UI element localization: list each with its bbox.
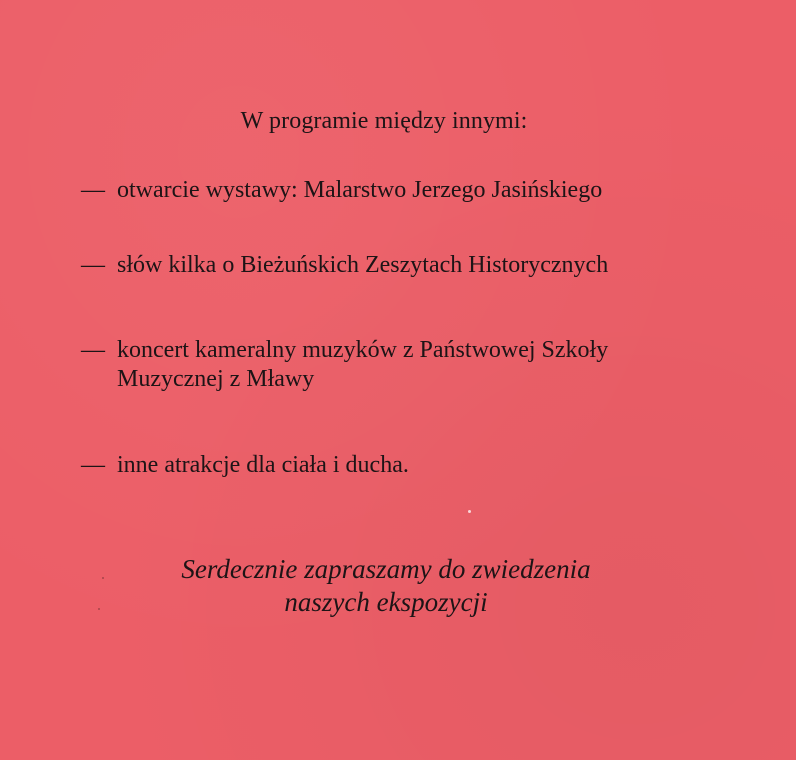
program-item-concert bbox=[81, 336, 608, 394]
item-dash: — bbox=[81, 452, 105, 478]
item-text bbox=[117, 251, 608, 280]
program-item-exhibition bbox=[81, 176, 602, 205]
item-text bbox=[117, 451, 409, 480]
paper-speck bbox=[98, 608, 100, 610]
item-text bbox=[117, 176, 602, 205]
closing-line-2: naszych ekspozycji bbox=[284, 587, 488, 617]
program-heading-text: W programie między innymi: bbox=[240, 108, 528, 134]
item-dash: — bbox=[81, 252, 105, 278]
program-item-other-attractions bbox=[81, 451, 409, 480]
program-item-historical-notebooks bbox=[81, 251, 608, 280]
item-line: otwarcie wystawy: Malarstwo Jerzego Jasińskiego bbox=[117, 177, 603, 203]
closing-line-1: Serdecznie zapraszamy do zwiedzenia bbox=[181, 554, 591, 584]
paper-speck bbox=[102, 577, 104, 579]
program-heading bbox=[0, 108, 796, 135]
item-line: słów kilka o Bieżuńskich Zeszytach Historycznych bbox=[117, 252, 609, 278]
item-text bbox=[117, 336, 608, 394]
item-line: Muzycznej z Mławy bbox=[117, 366, 315, 392]
item-dash: — bbox=[81, 177, 105, 203]
item-line: koncert kameralny muzyków z Państwowej Szkoły bbox=[117, 337, 609, 363]
invitation-closing bbox=[0, 553, 796, 619]
item-line: inne atrakcje dla ciała i ducha. bbox=[117, 452, 409, 478]
item-dash: — bbox=[81, 337, 105, 363]
paper-speck bbox=[468, 510, 471, 513]
